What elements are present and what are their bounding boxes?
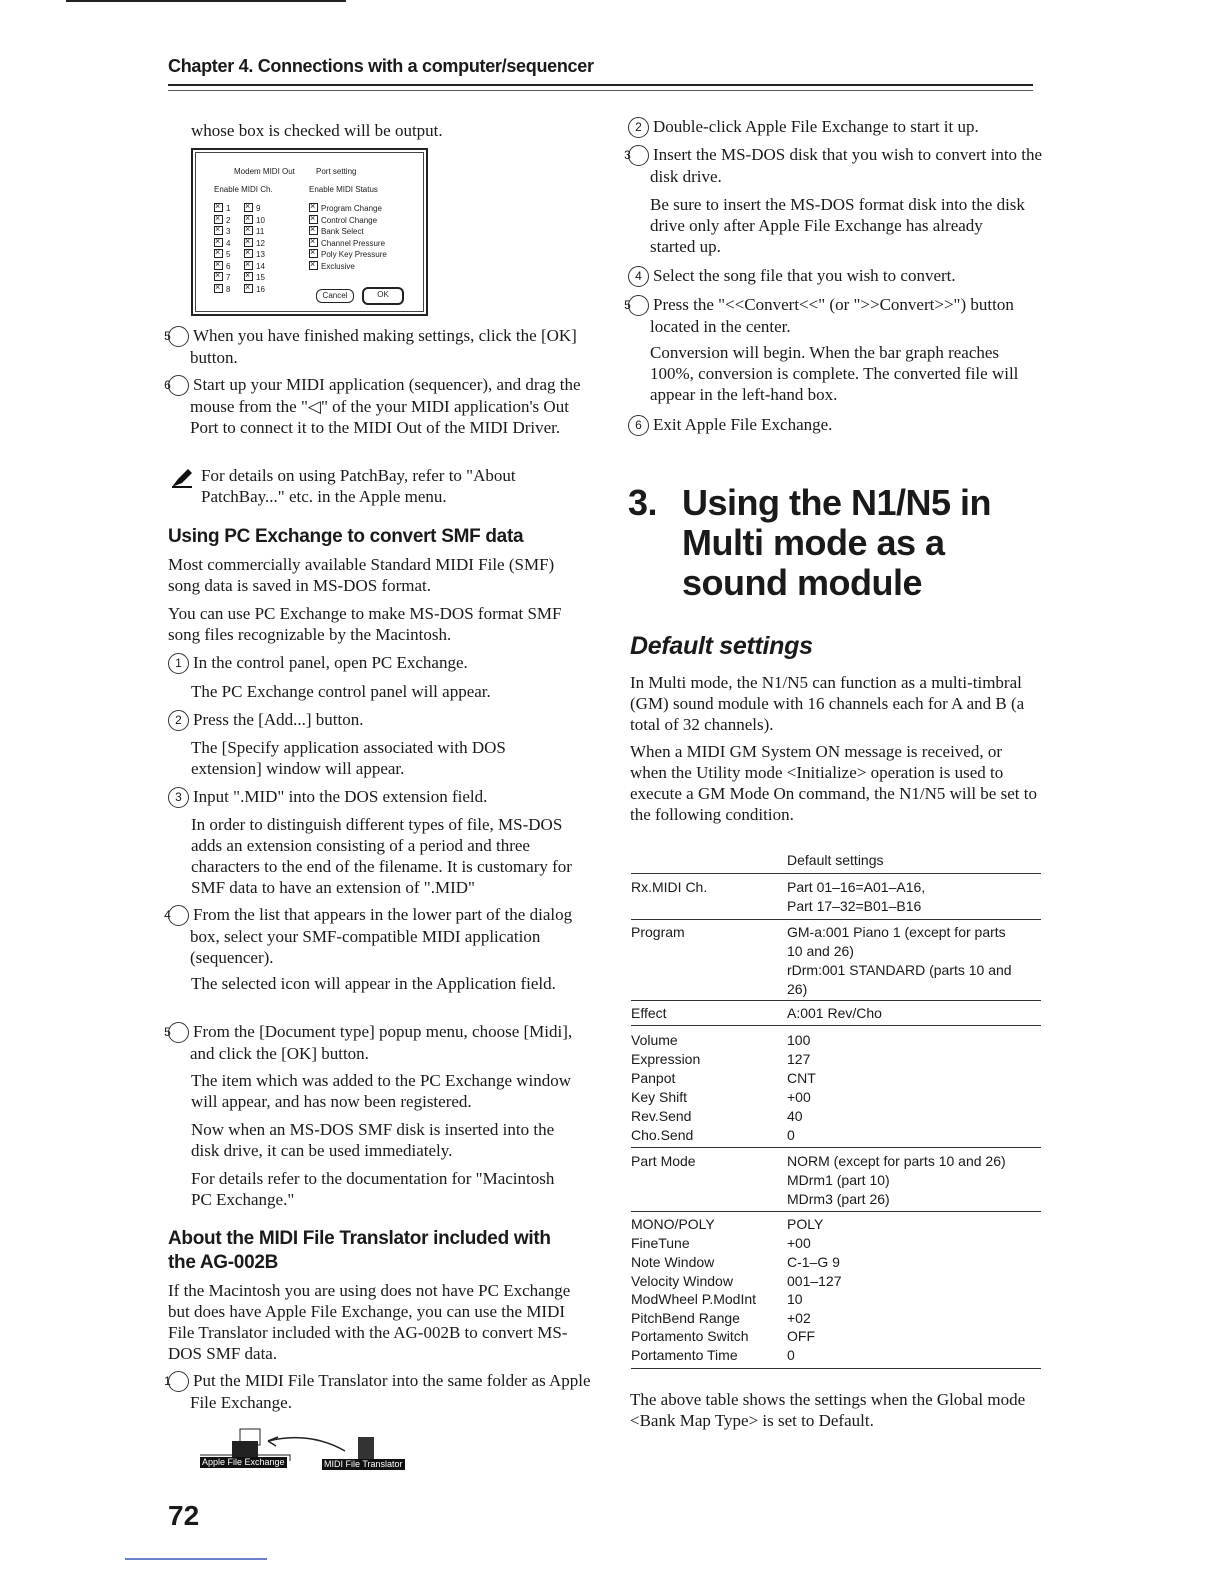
top-decorative-line: [66, 0, 346, 2]
pc-step-1-result: The PC Exchange control panel will appear.: [191, 682, 491, 701]
pc-step-3: 3 Input ".MID" into the DOS extension field.: [168, 786, 578, 808]
step-6-start-midi-app: 6 Start up your MIDI application (sequencer), and drag the mouse from the "◁" of the your MIDI application's Out Port to connect it to the MIDI Out of the MIDI Driver.: [164, 375, 581, 437]
pc-step-4-result: The selected icon will appear in the Application field.: [191, 974, 556, 993]
note-pen-icon: [170, 467, 194, 489]
table-rule: [631, 1025, 1041, 1026]
dialog-col2-title: Port setting: [316, 167, 357, 176]
status-checkbox[interactable]: ×Bank Select: [309, 226, 387, 238]
channel-checkbox[interactable]: ×1: [214, 203, 230, 215]
translator-paragraph: If the Macintosh you are using does not have PC Exchange but does have Apple File Exchange, you can use the MIDI File Translator included with the AG-002B to convert MS-DOS SMF data.: [168, 1281, 571, 1363]
table-footnote: The above table shows the settings when the Global mode <Bank Map Type> is set to Default.: [630, 1390, 1026, 1430]
pc-step-2: 2 Press the [Add...] button.: [168, 709, 578, 731]
table-rule: [631, 1000, 1041, 1001]
channel-checkbox[interactable]: ×8: [214, 284, 230, 296]
channel-checkbox[interactable]: ×11: [244, 226, 265, 238]
pc-step-2-result: The [Specify application associated with DOS extension] window will appear.: [191, 738, 506, 778]
section-title: Using the N1/N5 in Multi mode as a sound module: [682, 482, 992, 603]
afe-step-3: 3 Insert the MS-DOS disk that you wish to convert into the disk drive.: [624, 145, 1043, 186]
pc-step-3-detail: In order to distinguish different types of file, MS-DOS adds an extension consisting of a period and three characters to the end of the filename. It is customary for SMF data to have an extension of ".MID": [191, 815, 572, 897]
channel-checkbox[interactable]: ×12: [244, 238, 265, 250]
pc-step-5-result-2: Now when an MS-DOS SMF disk is inserted into the disk drive, it can be used immediately.: [191, 1120, 555, 1160]
status-checkbox[interactable]: ×Poly Key Pressure: [309, 249, 387, 261]
table-rule: [631, 919, 1041, 920]
channel-checkbox[interactable]: ×10: [244, 215, 265, 227]
midi-port-setting-dialog: [191, 148, 428, 316]
cancel-button[interactable]: Cancel: [316, 289, 354, 303]
translator-folder-illustration: [200, 1425, 420, 1475]
step-5-finish-settings: 5 When you have finished making settings, click the [OK] button.: [164, 326, 577, 367]
afe-step-3-note: Be sure to insert the MS-DOS format disk into the disk drive only after Apple File Exchange has already started up.: [650, 195, 1025, 256]
channel-checkbox[interactable]: ×14: [244, 261, 265, 273]
apple-file-exchange-icon[interactable]: Apple File Exchange: [202, 1457, 285, 1467]
bottom-decorative-line: [125, 1558, 267, 1560]
channel-checkbox[interactable]: ×7: [214, 272, 230, 284]
channel-checkbox[interactable]: ×16: [244, 284, 265, 296]
patchbay-note: For details on using PatchBay, refer to "About PatchBay..." etc. in the Apple menu.: [201, 466, 516, 506]
pc-step-5: 5 From the [Document type] popup menu, choose [Midi], and click the [OK] button.: [164, 1022, 573, 1063]
pc-step-1: 1 In the control panel, open PC Exchange.: [168, 652, 578, 674]
midi-file-translator-icon[interactable]: MIDI File Translator: [324, 1459, 403, 1469]
page-number: 72: [168, 1500, 200, 1531]
channel-list-a: [214, 203, 230, 295]
status-checkbox[interactable]: ×Program Change: [309, 203, 387, 215]
dialog-col1-title: Modem MIDI Out: [234, 167, 295, 176]
heading-midi-file-translator: About the MIDI File Translator included with the AG-002B: [168, 1228, 551, 1273]
dialog-col2-subtitle: Enable MIDI Status: [309, 185, 378, 194]
channel-checkbox[interactable]: ×6: [214, 261, 230, 273]
dialog-frame: [195, 152, 424, 312]
channel-checkbox[interactable]: ×4: [214, 238, 230, 250]
default-settings-paragraph-1: In Multi mode, the N1/N5 can function as a multi-timbral (GM) sound module with 16 channels each for A and B (a total of 32 channels).: [630, 673, 1025, 734]
table-header: Default settings: [787, 852, 884, 868]
channel-checkbox[interactable]: ×15: [244, 272, 265, 284]
status-checkbox[interactable]: ×Exclusive: [309, 261, 387, 273]
pc-step-5-result-3: For details refer to the documentation for "Macintosh PC Exchange.": [191, 1169, 555, 1209]
pc-paragraph-1: Most commercially available Standard MIDI File (SMF) song data is saved in MS-DOS format.: [168, 555, 555, 595]
channel-checkbox[interactable]: ×3: [214, 226, 230, 238]
channel-list-b: [244, 203, 265, 295]
afe-step-2: 2 Double-click Apple File Exchange to start it up.: [628, 116, 1038, 138]
intro-text: whose box is checked will be output.: [191, 121, 443, 140]
afe-step-6: 6 Exit Apple File Exchange.: [628, 414, 1038, 436]
table-rule: [631, 1368, 1041, 1369]
afe-step-5-result: Conversion will begin. When the bar graph reaches 100%, conversion is complete. The converted file will appear in the left-hand box.: [650, 343, 1019, 404]
status-list: [309, 203, 387, 272]
pc-paragraph-2: You can use PC Exchange to make MS-DOS format SMF song files recognizable by the Macintosh.: [168, 604, 562, 644]
translator-step-1: 1 Put the MIDI File Translator into the same folder as Apple File Exchange.: [164, 1371, 591, 1412]
pc-step-4: 4 From the list that appears in the lower part of the dialog box, select your SMF-compatible MIDI application (sequencer).: [164, 905, 573, 967]
channel-checkbox[interactable]: ×2: [214, 215, 230, 227]
chapter-title: Chapter 4. Connections with a computer/sequencer: [168, 56, 594, 76]
subsection-title: Default settings: [630, 632, 813, 660]
header-rule-thin: [168, 90, 1033, 91]
channel-checkbox[interactable]: ×13: [244, 249, 265, 261]
section-number: 3.: [628, 482, 658, 523]
default-settings-paragraph-2: When a MIDI GM System ON message is received, or when the Utility mode <Initialize> operation is used to execute a GM Mode On command, the N1/N5 will be set to the following condition.: [630, 742, 1037, 824]
status-checkbox[interactable]: ×Channel Pressure: [309, 238, 387, 250]
afe-step-4: 4 Select the song file that you wish to convert.: [628, 265, 1038, 287]
pc-step-5-result-1: The item which was added to the PC Exchange window will appear, and has now been registered.: [191, 1071, 572, 1111]
status-checkbox[interactable]: ×Control Change: [309, 215, 387, 227]
channel-checkbox[interactable]: ×5: [214, 249, 230, 261]
ok-button[interactable]: OK: [362, 287, 404, 305]
heading-pc-exchange: Using PC Exchange to convert SMF data: [168, 526, 524, 547]
table-rule: [631, 873, 1041, 874]
header-rule: [168, 84, 1033, 86]
channel-checkbox[interactable]: ×9: [244, 203, 265, 215]
table-rule: [631, 1147, 1041, 1148]
table-rule: [631, 1211, 1041, 1212]
afe-step-5: 5 Press the "<<Convert<<" (or ">>Convert>>") button located in the center.: [624, 295, 1014, 336]
dialog-col1-subtitle: Enable MIDI Ch.: [214, 185, 273, 194]
